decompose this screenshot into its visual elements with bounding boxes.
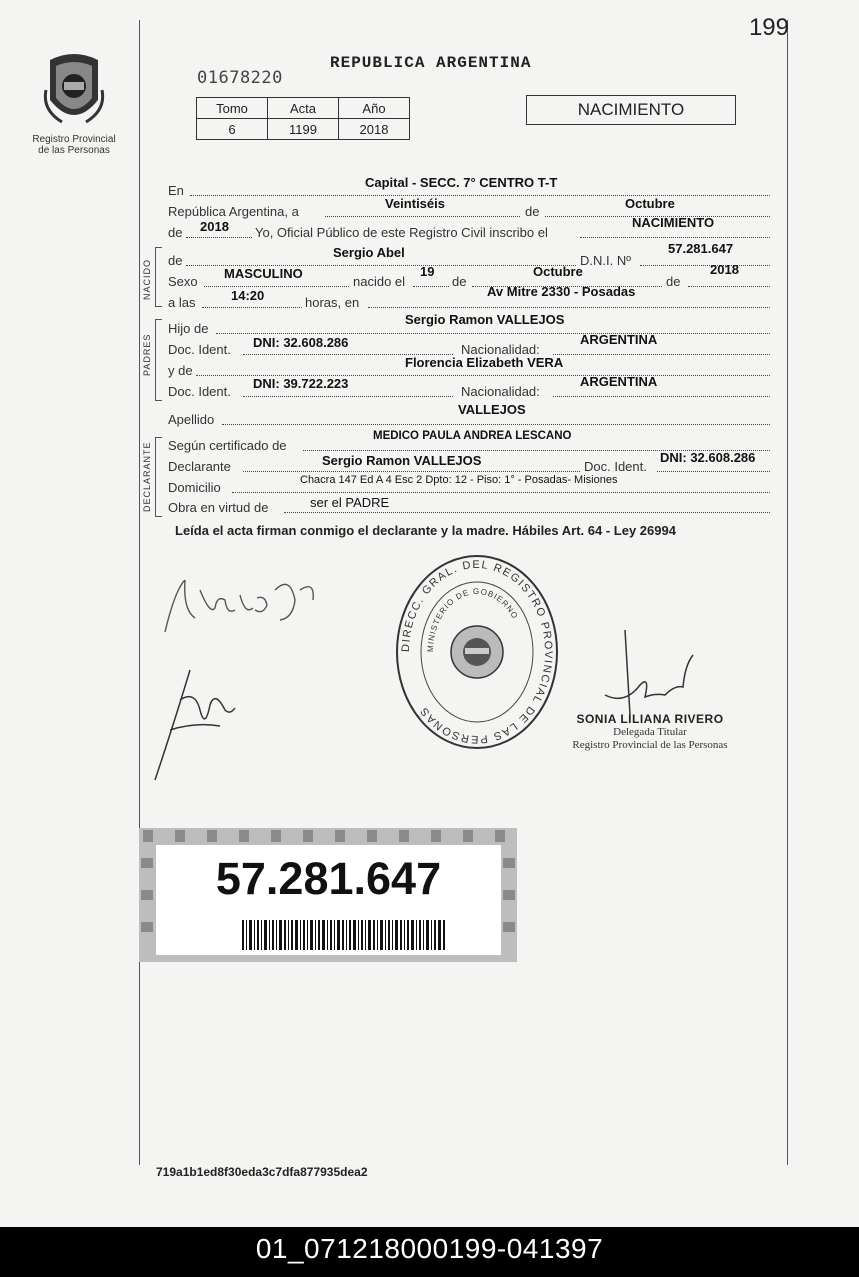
official-signature	[595, 625, 705, 720]
nombre-de-label: de	[168, 253, 183, 268]
registrar-office: Registro Provincial de las Personas	[572, 739, 728, 751]
nac-de-label-2: de	[666, 274, 681, 289]
acto-value: NACIMIENTO	[632, 215, 715, 230]
acta-value: 1199	[268, 119, 339, 140]
declarante-doc-label: Doc. Ident.	[584, 459, 647, 474]
padre-nac-label: Nacionalidad:	[461, 342, 540, 357]
declarante-value: Sergio Ramon VALLEJOS	[322, 453, 482, 468]
horas-en-label: horas, en	[305, 295, 360, 310]
barcode-icon	[242, 920, 447, 950]
dotted-line	[368, 307, 770, 308]
sexo-label: Sexo	[168, 274, 198, 289]
stamp-inner-text: MINISTERIO DE GOBIERNO	[425, 586, 520, 653]
acta-header: Acta	[268, 98, 339, 119]
tomo-value: 6	[197, 119, 268, 140]
dotted-line	[202, 307, 302, 308]
dotted-line	[186, 237, 252, 238]
hijo-de-label: Hijo de	[168, 321, 209, 336]
stamp-outer-text: DIRECC. GRAL. DEL REGISTRO PROVINCIAL DE LAS PERSONAS	[399, 558, 555, 746]
certificado-value: MEDICO PAULA ANDREA LESCANO	[373, 430, 572, 442]
obra-value: ser el PADRE	[310, 495, 390, 510]
domicilio-value: Chacra 147 Ed A 4 Esc 2 Dpto: 12 - Piso: 1° - Posadas- Misiones	[300, 474, 618, 486]
nacido-section-label: NACIDO	[142, 258, 152, 300]
page-number: 199	[748, 14, 789, 41]
padre-nac-value: ARGENTINA	[580, 332, 658, 347]
dotted-line	[284, 512, 770, 513]
de-label: de	[525, 204, 540, 219]
de-label-2: de	[168, 225, 183, 240]
nacido-bracket	[155, 247, 162, 307]
declarante-label: Declarante	[168, 459, 231, 474]
serial-number: 01678220	[197, 68, 283, 88]
madre-value: Florencia Elizabeth VERA	[405, 355, 564, 370]
act-type-box: NACIMIENTO	[526, 95, 736, 125]
dotted-line	[216, 333, 770, 334]
dni-value: 57.281.647	[668, 241, 734, 256]
domicilio-label: Domicilio	[168, 480, 221, 495]
nombre-value: Sergio Abel	[333, 245, 405, 260]
en-value: Capital - SECC. 7° CENTRO T-T	[365, 175, 558, 190]
document-title: REPUBLICA ARGENTINA	[330, 54, 532, 72]
register-table	[196, 97, 410, 140]
dotted-line	[232, 492, 770, 493]
hora-value: 14:20	[231, 288, 265, 303]
madre-doc-label: Doc. Ident.	[168, 384, 231, 399]
left-margin-line	[139, 20, 140, 1165]
dotted-line	[325, 216, 520, 217]
nac-dia-value: 19	[420, 264, 435, 279]
dotted-line	[640, 265, 770, 266]
padres-section-label: PADRES	[142, 333, 152, 376]
dni-label: D.N.I. Nº	[580, 253, 631, 268]
sticker-inner	[156, 845, 501, 955]
padre-value: Sergio Ramon VALLEJOS	[405, 312, 565, 327]
obra-label: Obra en virtud de	[168, 500, 269, 515]
padre-doc-label: Doc. Ident.	[168, 342, 231, 357]
anio-value: 2018	[200, 219, 229, 234]
closing-text: Leída el acta firman conmigo el declarante y la madre. Hábiles Art. 64 - Ley 26994	[175, 523, 676, 538]
anio-value: 2018	[339, 119, 410, 140]
padre-doc-value: DNI: 32.608.286	[253, 335, 349, 350]
sexo-value: MASCULINO	[224, 266, 303, 281]
anio-header: Año	[339, 98, 410, 119]
declarante-section-label: DECLARANTE	[142, 441, 152, 512]
apellido-label: Apellido	[168, 412, 215, 427]
dotted-line	[190, 195, 770, 196]
right-margin-line	[787, 20, 788, 1165]
madre-doc-value: DNI: 39.722.223	[253, 376, 349, 391]
dotted-line	[553, 354, 770, 355]
a-las-label: a las	[168, 295, 196, 310]
dotted-line	[222, 424, 770, 425]
registrar-block	[555, 712, 745, 752]
dotted-line	[553, 396, 770, 397]
file-id-bar: 01_071218000199-041397	[0, 1227, 859, 1277]
tomo-header: Tomo	[197, 98, 268, 119]
dotted-line	[204, 286, 349, 287]
dotted-line	[580, 237, 770, 238]
dotted-line	[243, 471, 580, 472]
declarante-doc-value: DNI: 32.608.286	[660, 450, 756, 465]
dotted-line	[413, 286, 449, 287]
nac-de-label: de	[452, 274, 467, 289]
y-de-label: y de	[168, 363, 193, 378]
nac-anio-value: 2018	[710, 262, 739, 277]
agency-line2: de las Personas	[38, 145, 110, 156]
mes-value: Octubre	[625, 196, 675, 211]
document-hash: 719a1b1ed8f30eda3c7dfa877935dea2	[156, 1165, 368, 1179]
padres-bracket	[155, 319, 162, 401]
sticker-dni-number: 57.281.647	[215, 853, 442, 904]
dia-value: Veintiséis	[385, 196, 445, 211]
republica-label: República Argentina, a	[168, 204, 299, 219]
dotted-line	[243, 396, 453, 397]
registrar-initials-signature	[150, 660, 250, 785]
provincial-seal-icon	[42, 50, 106, 130]
nac-mes-value: Octubre	[533, 264, 583, 279]
madre-nac-value: ARGENTINA	[580, 374, 658, 389]
dotted-line	[688, 286, 770, 287]
nacido-el-label: nacido el	[353, 274, 406, 289]
official-stamp	[393, 552, 561, 752]
registrar-name: SONIA LILIANA RIVERO	[576, 712, 724, 726]
declarant-signature	[155, 570, 325, 640]
oficial-text: Yo, Oficial Público de este Registro Civil inscribo el	[255, 225, 548, 240]
madre-nac-label: Nacionalidad:	[461, 384, 540, 399]
certificado-label: Según certificado de	[168, 438, 287, 453]
agency-logo	[28, 50, 120, 156]
lugar-value: Av Mitre 2330 - Posadas	[487, 284, 636, 299]
dotted-line	[657, 471, 770, 472]
agency-line1: Registro Provincial	[32, 134, 116, 145]
declarante-bracket	[155, 437, 162, 517]
dni-sticker	[139, 828, 517, 962]
en-label: En	[168, 183, 184, 198]
apellido-value: VALLEJOS	[458, 402, 526, 417]
registrar-role: Delegada Titular	[613, 726, 687, 738]
